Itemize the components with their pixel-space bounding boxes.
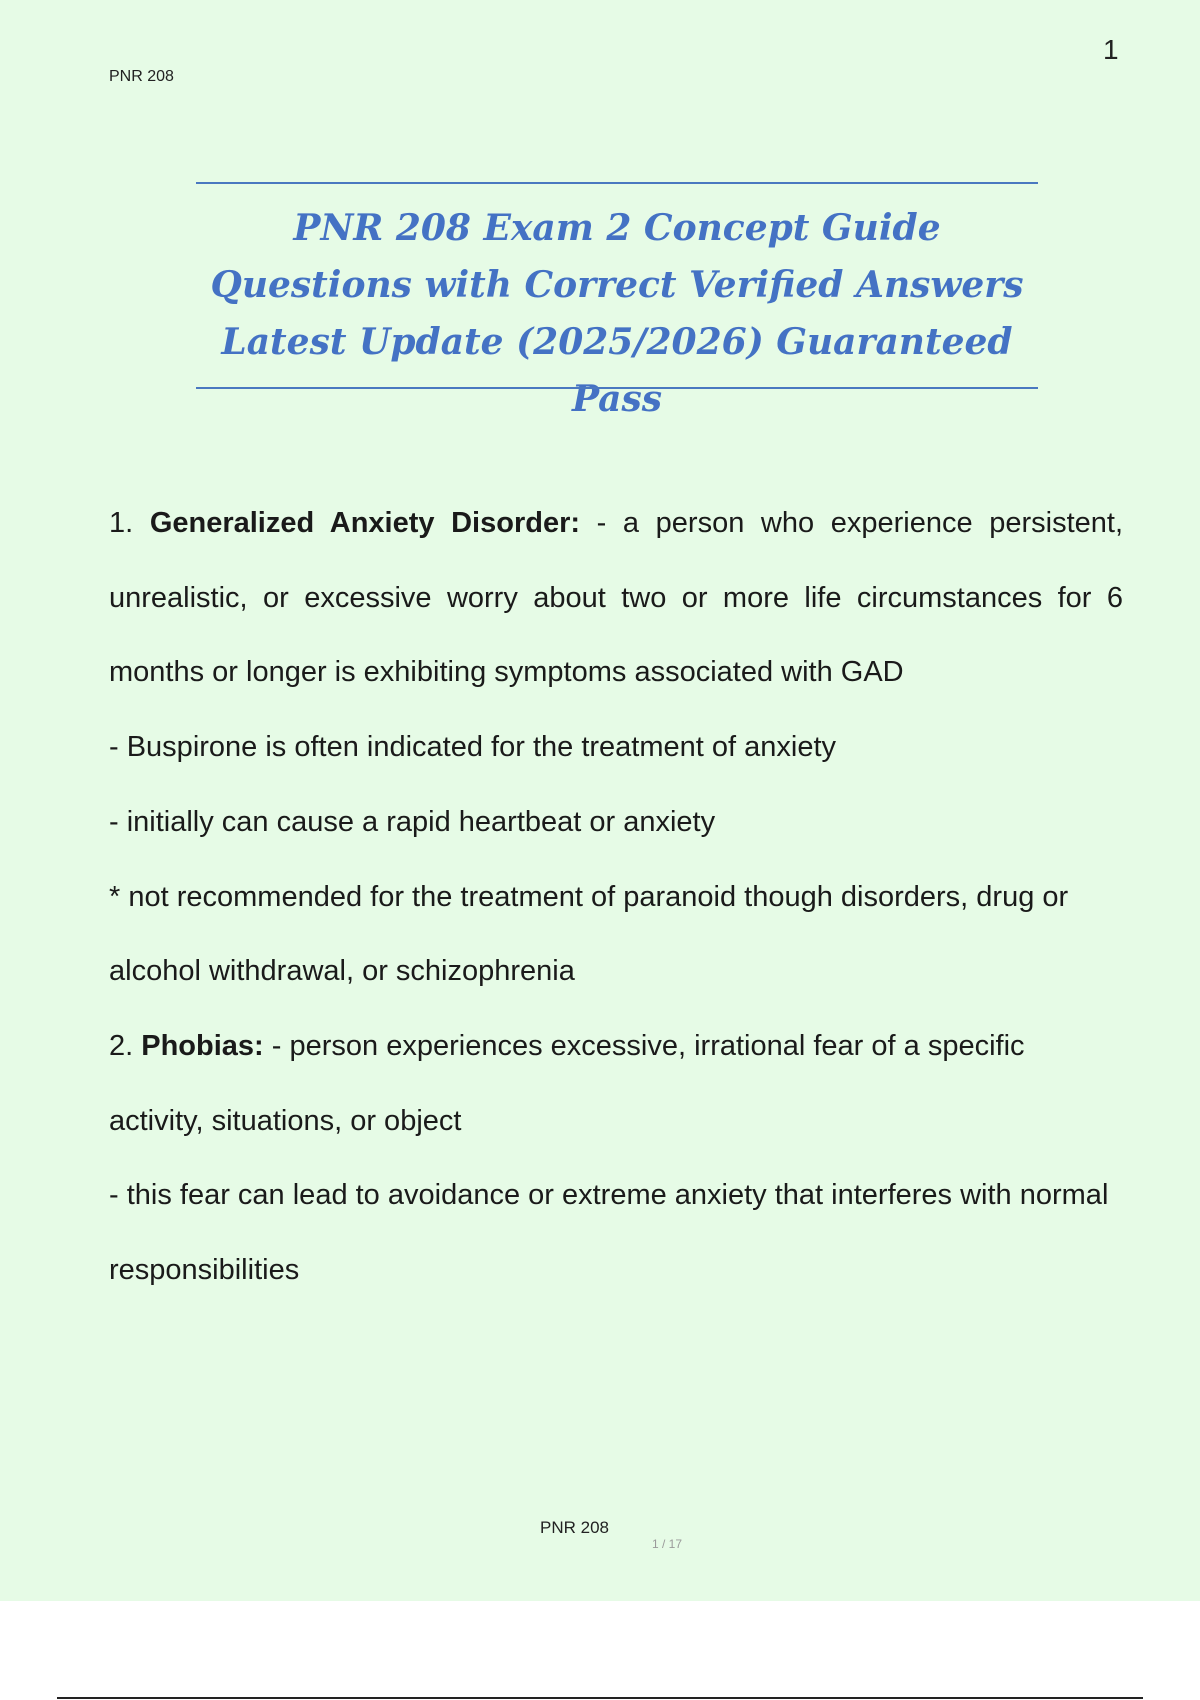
page-counter: 1 / 17 xyxy=(652,1537,683,1551)
item-1-note-2: - initially can cause a rapid heartbeat or anxiety xyxy=(109,805,716,838)
next-page-rule xyxy=(57,1697,1143,1699)
document-body xyxy=(109,486,1123,1308)
item-1-term: Generalized Anxiety Disorder: xyxy=(149,507,581,539)
item-2-term: Phobias: xyxy=(141,1029,264,1062)
item-2-number: 2. xyxy=(109,1029,134,1062)
item-2 xyxy=(109,1009,1123,1158)
item-1-definition: - a person who experience persistent, unrealistic, or excessive worry about two or more life circumstances for 6 months or longer is exhibiting symptoms associated with GAD xyxy=(109,507,1124,689)
item-1 xyxy=(109,486,1123,710)
title-top-rule xyxy=(196,182,1038,184)
running-footer: PNR 208 xyxy=(540,1518,609,1537)
running-header: PNR 208 xyxy=(109,68,174,85)
title-bottom-rule xyxy=(196,387,1038,389)
document-title: PNR 208 Exam 2 Concept Guide Questions with Correct Verified Answers Latest Update (2025/2026) Guaranteed Pass xyxy=(210,207,1024,420)
item-2-note-1: - this fear can lead to avoidance or extreme anxiety that interferes with normal responsibilities xyxy=(109,1179,1109,1287)
item-1-note-3: * not recommended for the treatment of paranoid though disorders, drug or alcohol withdrawal, or schizophrenia xyxy=(109,880,1069,988)
page-number: 1 xyxy=(1103,34,1119,65)
item-2-definition: - person experiences excessive, irrational fear of a specific activity, situations, or object xyxy=(109,1029,1025,1137)
item-1-number: 1. xyxy=(109,507,134,539)
item-1-note-1: - Buspirone is often indicated for the treatment of anxiety xyxy=(109,731,837,764)
